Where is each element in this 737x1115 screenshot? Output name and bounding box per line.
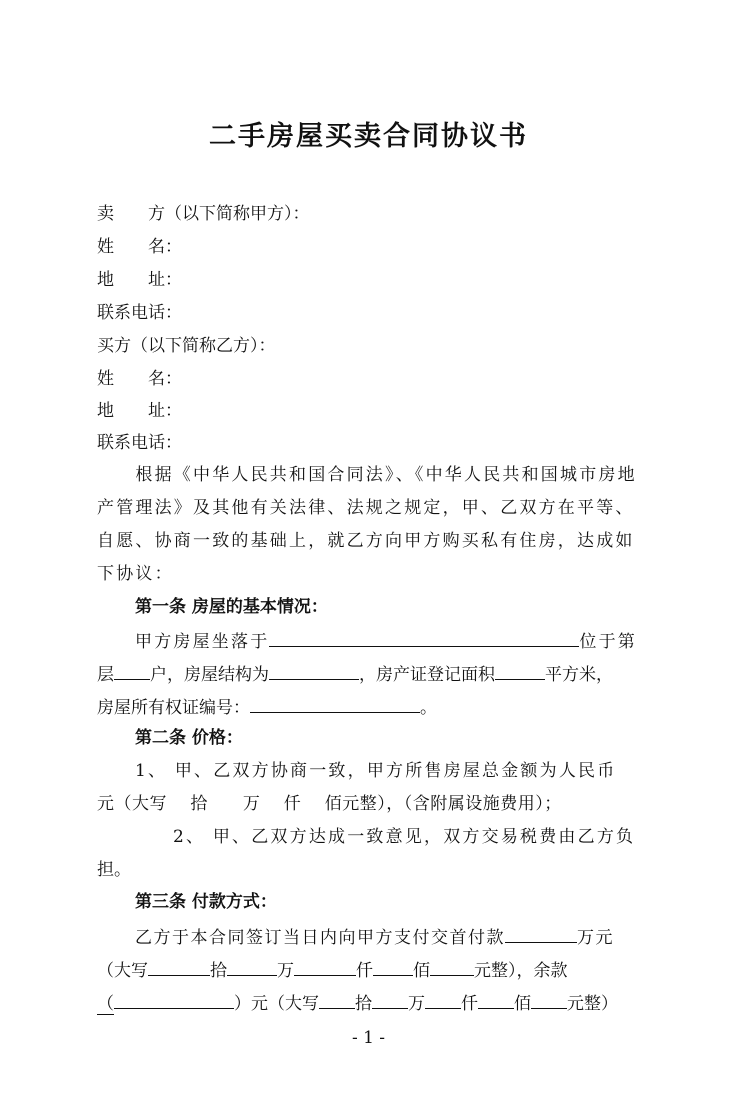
structure-blank xyxy=(269,661,359,680)
seller-label: 卖 方（以下简称甲方）： xyxy=(97,204,310,224)
article-1-heading: 第一条 房屋的基本情况： xyxy=(135,597,328,617)
amount-blank-3 xyxy=(294,957,356,976)
article-1-line-3: 房屋所有权证编号： 。 xyxy=(97,694,437,719)
balance-blank-3 xyxy=(425,990,461,1009)
article-2-heading: 第二条 价格： xyxy=(135,728,243,748)
floor-blank xyxy=(114,661,150,680)
article-1-line-1: 甲方房屋坐落于 位于第 xyxy=(135,628,637,653)
buyer-label: 买方（以下简称乙方）： xyxy=(97,336,276,356)
intro-line-1: 根据《中华人民共和国合同法》、《中华人民共和国城市房地 xyxy=(97,465,637,485)
seller-name-label: 姓 名： xyxy=(97,237,182,257)
page-number: - 1 - xyxy=(351,1028,386,1048)
amount-blank-1 xyxy=(148,957,210,976)
article-3-line-3: （ ）元（大写 拾 万 仟 佰 元整） xyxy=(97,990,618,1015)
intro-line-4: 下协议： xyxy=(97,564,174,584)
certificate-blank xyxy=(250,694,420,713)
amount-blank-5 xyxy=(430,957,474,976)
article-1-line-2: 层 户，房屋结构为 ，房产证登记面积 平方米， xyxy=(97,661,613,686)
document-title: 二手房屋买卖合同协议书 xyxy=(209,121,528,152)
area-blank xyxy=(495,661,545,680)
balance-blank-5 xyxy=(531,990,567,1009)
buyer-phone-label: 联系电话： xyxy=(97,433,182,453)
location-blank xyxy=(269,628,579,647)
article-2-line-1: 1、 甲、乙双方协商一致，甲方所售房屋总金额为人民币 xyxy=(135,761,617,781)
article-3-line-2: （大写 拾 万 仟 佰 元整），余款 xyxy=(97,957,568,982)
amount-blank-2 xyxy=(227,957,277,976)
article-3-line-1: 乙方于本合同签订当日内向甲方支付交首付款 万元 xyxy=(135,924,614,949)
article-2-line-2: 元（大写 拾 万 仟 佰元整），（含附属设施费用）； xyxy=(97,794,562,814)
intro-line-3: 自愿、协商一致的基础上，就乙方向甲方购买私有住房，达成如 xyxy=(97,531,635,551)
balance-blank xyxy=(114,990,234,1009)
article-3-heading: 第三条 付款方式： xyxy=(135,892,277,912)
article-2-line-3: 2、 甲、乙双方达成一致意见，双方交易税费由乙方负 xyxy=(173,827,636,847)
intro-line-2: 产管理法》及其他有关法律、法规之规定，甲、乙双方在平等、 xyxy=(97,498,635,518)
buyer-address-label: 地 址： xyxy=(97,401,182,421)
article-2-line-4: 担。 xyxy=(97,860,131,880)
seller-phone-label: 联系电话： xyxy=(97,303,182,323)
seller-address-label: 地 址： xyxy=(97,270,182,290)
balance-blank-1 xyxy=(319,990,355,1009)
down-payment-blank xyxy=(505,924,577,943)
amount-blank-4 xyxy=(373,957,413,976)
buyer-name-label: 姓 名： xyxy=(97,369,182,389)
balance-blank-2 xyxy=(372,990,408,1009)
balance-blank-4 xyxy=(478,990,514,1009)
